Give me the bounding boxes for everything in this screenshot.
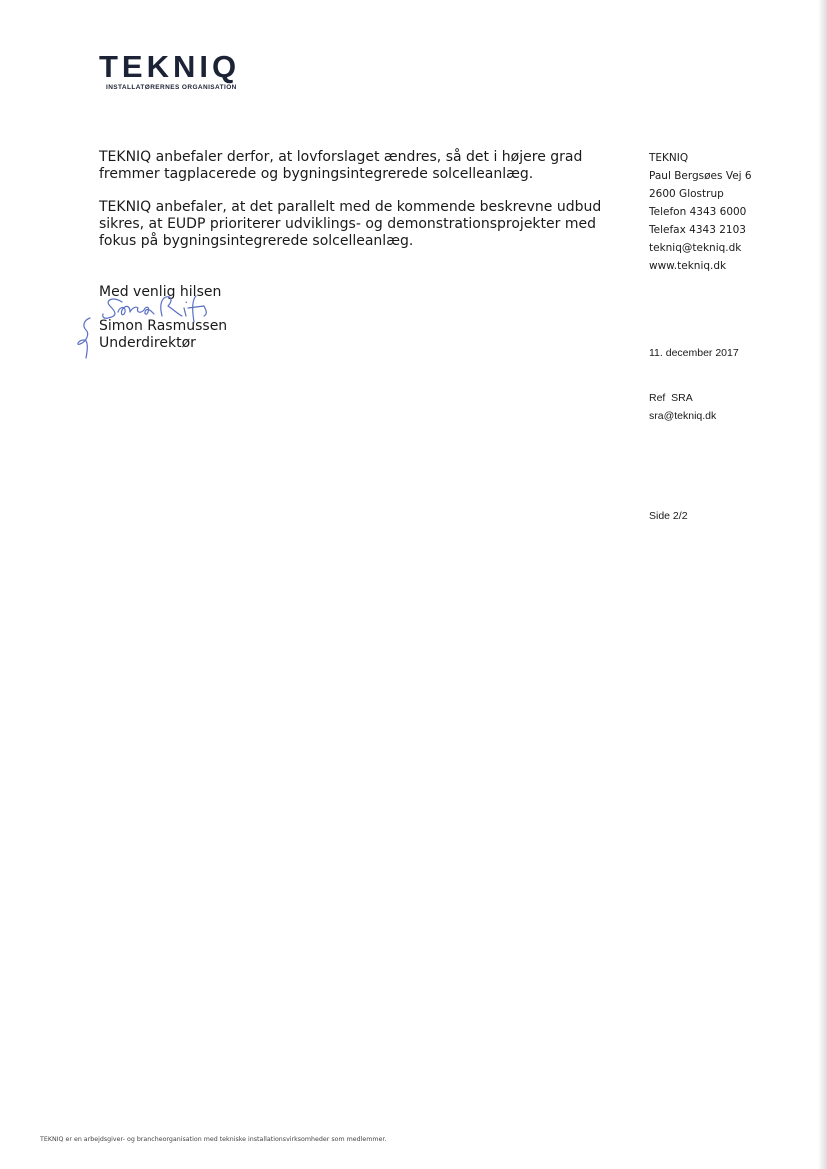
reference-block (649, 389, 716, 425)
contact-city: 2600 Glostrup (649, 188, 724, 200)
contact-web: www.tekniq.dk (649, 260, 727, 272)
signer-name: Simon Rasmussen (99, 318, 228, 334)
contact-block (649, 149, 752, 275)
page-edge (818, 0, 827, 1169)
body-paragraph-2: TEKNIQ anbefaler, at det parallelt med de kommende beskrevne udbud sikres, at EUDP prioriterer udviklings- og demonstrationsprojekter med fokus på bygningsintegrerede solcelleanlæg. (99, 199, 602, 249)
contact-phone: Telefon 4343 6000 (649, 206, 747, 218)
logo-wordmark: TEKNIQ (99, 49, 241, 84)
contact-fax: Telefax 4343 2103 (649, 224, 746, 236)
tekniq-logo (99, 50, 240, 91)
page-number: Side 2/2 (649, 510, 688, 522)
reference-initials: Ref SRA (649, 392, 693, 404)
letter-date: 11. december 2017 (649, 347, 739, 359)
reference-email: sra@tekniq.dk (649, 410, 717, 422)
contact-address: Paul Bergsøes Vej 6 (649, 170, 752, 182)
contact-org: TEKNIQ (649, 152, 689, 164)
closing-greeting: Med venlig hilsen (99, 284, 222, 300)
signer-title: Underdirektør (99, 335, 196, 351)
footer-note: TEKNIQ er en arbejdsgiver- og brancheorganisation med tekniske installationsvirksomheder som medlemmer. (40, 1136, 387, 1143)
logo-tagline: INSTALLATØRERNES ORGANISATION (106, 84, 237, 91)
contact-email: tekniq@tekniq.dk (649, 242, 742, 254)
body-paragraph-1: TEKNIQ anbefaler derfor, at lovforslaget ændres, så det i højere grad fremmer tagplacerede og bygningsintegrerede solcelleanlæg. (99, 149, 583, 182)
